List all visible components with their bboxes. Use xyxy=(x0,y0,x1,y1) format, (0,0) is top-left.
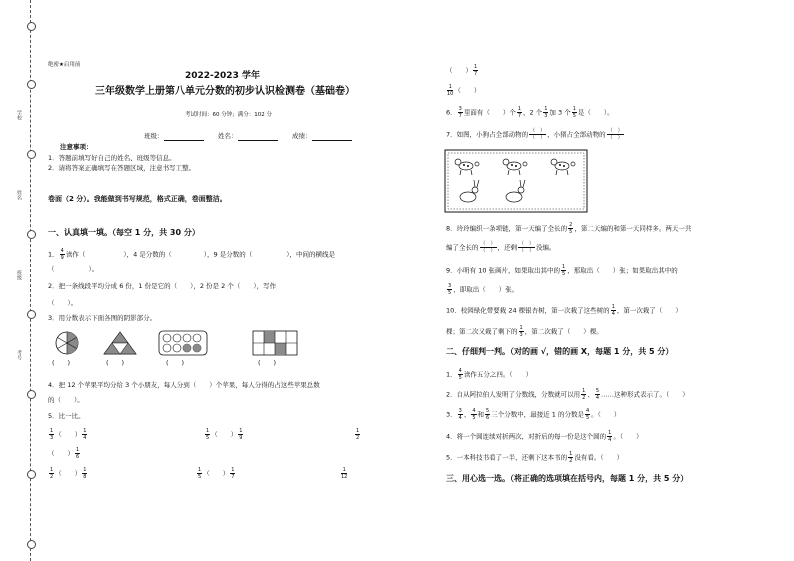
question-4-cont: 的（ ）。 xyxy=(48,396,84,404)
question-2-cont: （ ）。 xyxy=(48,299,78,307)
compare-item: $\frac{1}{5}$ （ ） $\frac{1}{7}$ xyxy=(198,467,235,480)
smiley-faces-figure xyxy=(158,330,208,356)
section3-title: 三、用心选一选。（将正确的选项填在括号内，每题 1 分，共 5 分） xyxy=(446,474,689,483)
question-1: 1． $\frac{4}{9}$ 读作（ ），4 是分数的（ ），9 是分数的（ ），中间的横线是 xyxy=(48,248,335,261)
judge-question-1: 1． $\frac{4}{5}$ 读作五分之四。（ ） xyxy=(446,368,533,381)
confidential-mark: 绝密★启用前 xyxy=(48,62,81,68)
section1-title: 一、认真填一填。（每空 1 分，共 30 分） xyxy=(48,228,200,237)
class-label: 班级： xyxy=(144,132,164,140)
binding-hole xyxy=(27,310,36,319)
compare-item: （ ） $\frac{1}{6}$ xyxy=(48,447,80,460)
shaded-triangle-figure xyxy=(102,330,138,356)
answer-blank[interactable]: ( ) xyxy=(106,359,125,367)
question-8: 8．玲玲编织一条项链，第一天编了全长的 $\frac{2}{5}$ ，第二天编的和第一天同样多。两天一共 xyxy=(446,222,692,235)
shaded-rectangle-figure xyxy=(252,330,298,356)
compare-item: $\frac{1}{5}$ （ ） $\frac{1}{9}$ xyxy=(206,428,243,441)
question-10: 10．校园绿化带要栽 24 棵银杏树，第一次栽了这些树的 $\frac{1}{4}$ ，第一次栽了（ ） xyxy=(446,304,682,317)
question-2: 2．把一条线段平均分成 6 份，1 份是它的（ ），2 份是 2 个（ ），写作 xyxy=(48,282,277,290)
question-1-cont: （ ）。 xyxy=(48,265,99,273)
question-9: 9．小明有 10 张画片，如果取出其中的 $\frac{1}{5}$ ，那取出（ ）张；如果取出其中的 xyxy=(446,264,678,277)
score-field[interactable] xyxy=(292,133,352,141)
carryover-item: （ ） $\frac{1}{7}$ xyxy=(446,64,478,77)
compare-item: $\frac{1}{3}$ （ ） $\frac{1}{4}$ xyxy=(50,428,87,441)
name-label: 姓名： xyxy=(218,132,238,140)
notes-item: 2．请将答案正确填写在答题区域，注意书写工整。 xyxy=(48,164,196,172)
compare-item: $\frac{1}{12}$ xyxy=(341,467,348,480)
answer-blank[interactable]: ( ) xyxy=(258,359,277,367)
binding-hole xyxy=(27,540,36,549)
compare-item: $\frac{1}{2}$ （ ） $\frac{1}{8}$ xyxy=(50,467,87,480)
binding-hole xyxy=(27,80,36,89)
question-9-cont: $\frac{3}{5}$ ，即取出（ ）张。 xyxy=(448,283,519,296)
notes-title: 注意事项： xyxy=(60,143,93,151)
score-label: 成绩： xyxy=(292,132,312,140)
page-title: 三年级数学上册第八单元分数的初步认识检测卷（基础卷） xyxy=(95,86,355,97)
carryover-item: $\frac{1}{10}$ （ ） xyxy=(447,84,481,97)
binding-label: 学校 xyxy=(16,110,22,120)
compare-item: $\frac{1}{2}$ xyxy=(356,428,360,441)
animals-picture xyxy=(444,149,588,213)
binding-label: 考号 xyxy=(16,350,22,360)
judge-question-2: 2．自从阿拉伯人发明了分数线，分数就可以用 $\frac{1}{2}$ 、 $\frac{5}{4}$ ……这种形式表示了。（ ） xyxy=(446,388,689,401)
neatness-note: 卷面（2 分）。我能做到书写规范，格式正确，卷面整洁。 xyxy=(48,195,227,203)
binding-hole xyxy=(27,230,36,239)
answer-blank[interactable]: ( ) xyxy=(166,359,185,367)
question-7: 7．如图，小狗占全部动物的 $\frac{( )}{( )}$ ，小猪占全部动物的 $\frac{( )}{( )}$ xyxy=(446,128,623,141)
question-5: 5．比一比。 xyxy=(48,412,85,420)
judge-question-4: 4．将一个圆连续对折两次，对折后的每一份是这个圆的 $\frac{1}{4}$ 。（ ） xyxy=(446,430,643,443)
fraction: $\frac{4}{9}$ xyxy=(60,248,64,261)
question-10-cont: 棵；第二次又栽了剩下的 $\frac{1}{3}$ ，第二次栽了（ ）棵。 xyxy=(446,325,603,338)
notes-item: 1．答题前填写好自己的姓名、班级等信息。 xyxy=(48,154,176,162)
binding-hole xyxy=(27,150,36,159)
exam-year: 2022-2023 学年 xyxy=(185,71,260,81)
judge-question-5: 5．一本科技书看了一半，还剩下这本书的 $\frac{1}{2}$ 没有看。（ ） xyxy=(446,451,624,464)
section2-title: 二、仔细判一判。（对的画 √，错的画 X，每题 1 分，共 5 分） xyxy=(446,347,674,356)
binding-label: 姓名 xyxy=(16,190,22,200)
name-field[interactable] xyxy=(218,133,278,141)
question-8-cont: 编了全长的 $\frac{( )}{( )}$ ，还剩 $\frac{( )}{( )}$ 没编。 xyxy=(446,241,556,254)
exam-info: 考试时间：60 分钟；满分：102 分 xyxy=(185,112,272,118)
class-field[interactable] xyxy=(144,133,204,141)
answer-blank[interactable]: ( ) xyxy=(52,359,71,367)
binding-hole xyxy=(27,22,36,31)
question-4: 4．把 12 个苹果平均分给 3 个小朋友，每人分到（ ）个苹果，每人分得的占这些苹果总数 xyxy=(48,381,320,389)
question-6: 6． $\frac{3}{7}$ 里面有（ ）个 $\frac{1}{7}$ ，2 个 $\frac{1}{3}$ 加 3 个 $\frac{1}{5}$ 是（ ）。 xyxy=(446,106,614,119)
binding-hole xyxy=(27,470,36,479)
binding-label: 班级 xyxy=(16,270,22,280)
question-3: 3．用分数表示下面各图的阴影部分。 xyxy=(48,314,157,322)
binding-strip xyxy=(0,0,42,561)
shaded-circle-figure xyxy=(50,330,84,356)
binding-hole xyxy=(27,390,36,399)
judge-question-3: 3． $\frac{3}{4}$ 、 $\frac{4}{5}$ 和 $\frac{5}{6}$ 三个分数中，最接近 1 的分数是 $\frac{4}{5}$ 。（ ） xyxy=(446,408,621,421)
